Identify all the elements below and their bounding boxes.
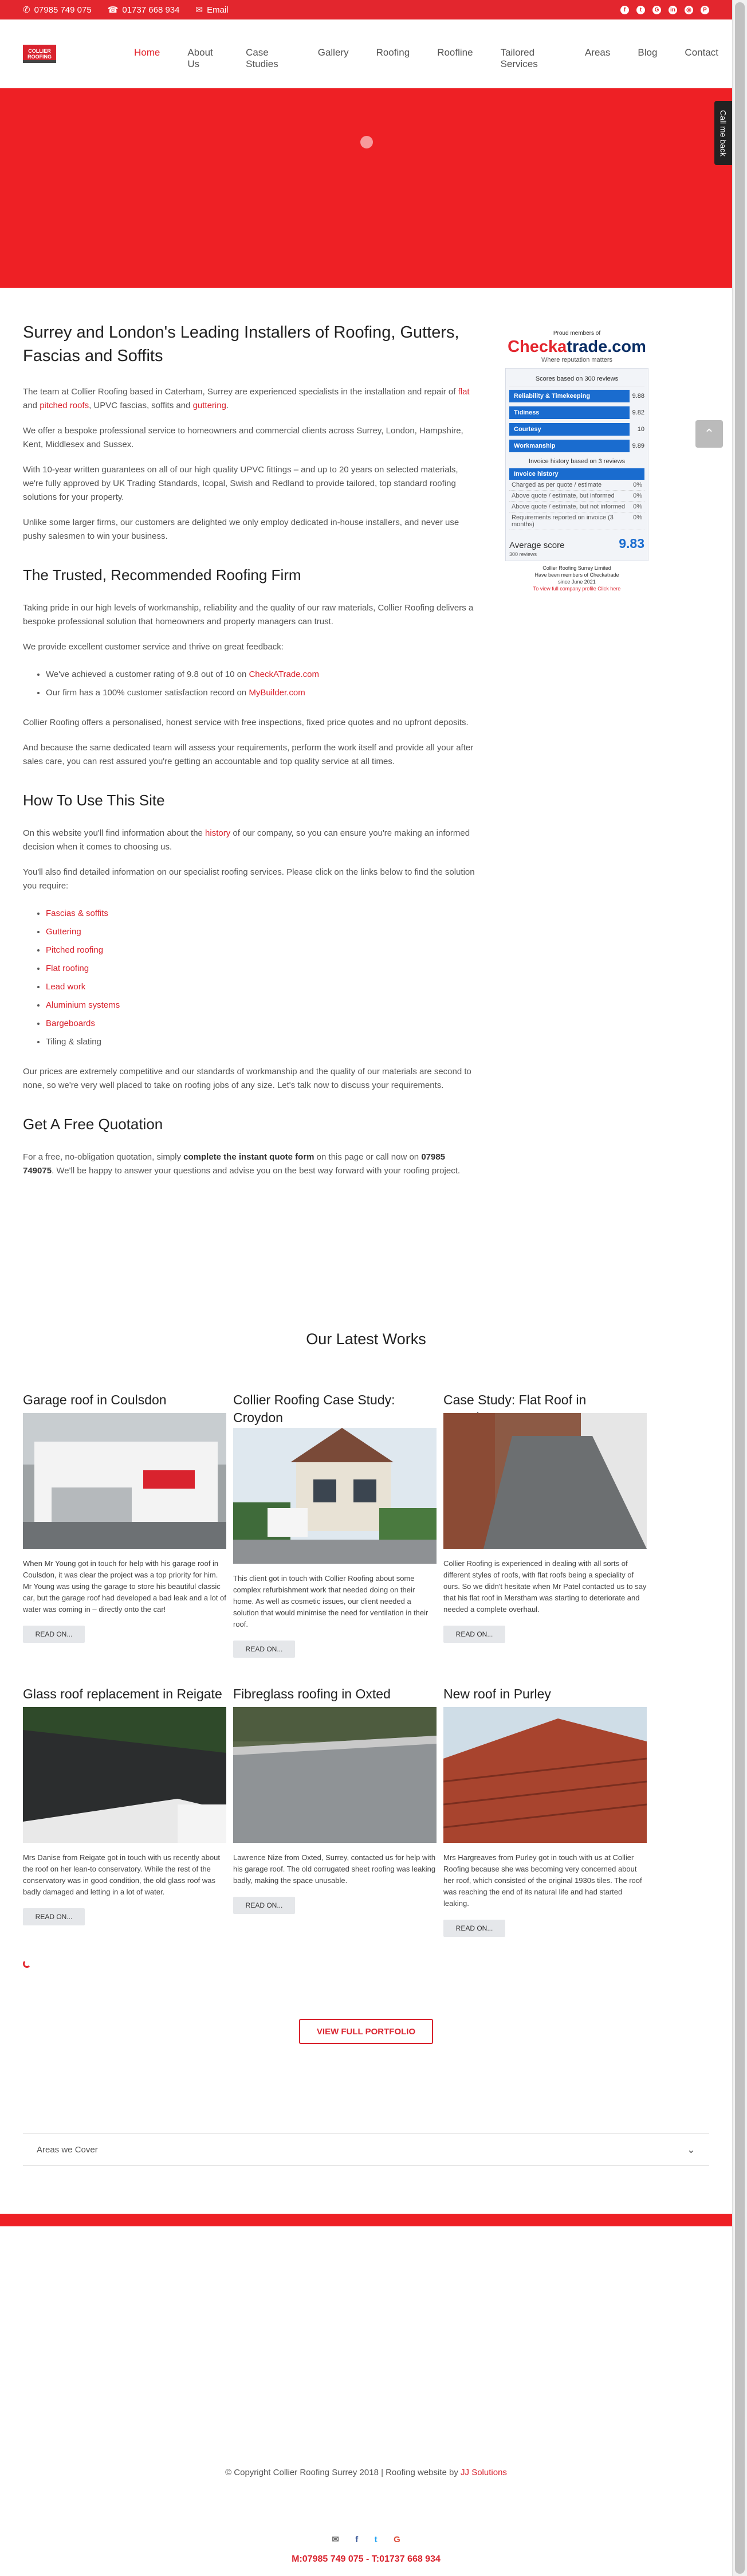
invoice-line: Above quote / estimate, but informed 0%: [509, 491, 644, 502]
twitter-icon[interactable]: t: [374, 2535, 378, 2544]
score-row: Workmanship 9.89: [509, 440, 644, 452]
work-image-merstham[interactable]: [443, 1413, 647, 1549]
footer-socials: [0, 2534, 732, 2545]
logo-line-2: ROOFING: [27, 54, 52, 60]
checkatrade-footer: Collier Roofing Surrey Limited Have been members of Checkatrade since June 2021 To view full company profile Click here: [533, 565, 621, 592]
work-image-purley[interactable]: [443, 1707, 647, 1843]
service-link[interactable]: Aluminium systems: [46, 1000, 120, 1010]
list-item: [46, 923, 475, 941]
list-item: [46, 996, 475, 1015]
glass-roof-photo: [23, 1707, 226, 1843]
mybuilder-link[interactable]: MyBuilder.com: [249, 688, 305, 698]
paragraph: You'll also find detailed information on our specialist roofing services. Please click on the links below to find the solution you require:: [23, 867, 475, 891]
service-link[interactable]: Flat roofing: [46, 964, 89, 973]
work-excerpt: Mrs Danise from Reigate got in touch with us recently about the roof on her lean-to conservatory. While the rest of the conservatory was in good condition, the old glass roof was badly damaged and letting in a lot of water.: [23, 1853, 220, 1896]
checkatrade-profile-link[interactable]: To view full company profile Click here: [533, 586, 621, 592]
landline-phone-number: 01737 668 934: [122, 5, 180, 15]
invoice-history-label: Invoice history based on 3 reviews: [528, 458, 626, 465]
email-label: Email: [207, 5, 229, 15]
works-heading: Our Latest Works: [306, 1330, 426, 1348]
work-excerpt: Collier Roofing is experienced in dealing with all sorts of different styles of roofs, with flat roofs being a speciality of ours. So we didn't hesitate when Mr Patel contacted us to say that his flat roof in Merstham was starting to deteriorate and needed a complete overhaul.: [443, 1559, 647, 1614]
paragraph: Unlike some larger firms, our customers are delighted we only employ dedicated in-house installers, and never use pushy salesmen to win your business.: [23, 518, 459, 541]
nav-areas[interactable]: Areas: [584, 47, 611, 58]
work-title[interactable]: Fibreglass roofing in Oxted: [233, 1686, 391, 1701]
work-excerpt: Lawrence Nize from Oxted, Surrey, contacted us for help with his garage roof. The old corrugated sheet roofing was leaking badly, making the space unusable.: [233, 1853, 436, 1885]
hero-slider: [0, 88, 732, 288]
areas-we-cover-accordion[interactable]: [23, 2133, 709, 2166]
paragraph: With 10-year written guarantees on all of our high quality UPVC fittings – and up to 20 years on selected materials, we're fully approved by UK Trading Standards, Icopal, Swish and Redland to provide tailored, top standard roofing solutions for your property.: [23, 465, 458, 502]
quote-paragraph: For a free, no-obligation quotation, simply complete the instant quote form on this page or call now on 07985 749075. We'll be happy to answer your questions and advise you on the best way forward with your roofing project.: [23, 1152, 461, 1176]
copyright: © Copyright Collier Roofing Surrey 2018 | Roofing website by JJ Solutions: [225, 2468, 507, 2477]
work-card: [233, 1391, 437, 1658]
landline-phone-link[interactable]: [108, 5, 180, 15]
flat-roofs-link[interactable]: flat: [458, 387, 470, 397]
main-nav: [120, 47, 732, 70]
envelope-icon: ✉: [195, 5, 203, 15]
twitter-icon[interactable]: t: [636, 6, 645, 14]
list-item: [46, 941, 475, 960]
scores-box: [505, 368, 648, 561]
work-image-reigate[interactable]: [23, 1707, 226, 1843]
facebook-icon[interactable]: f: [355, 2535, 359, 2544]
tiled-roof-photo: [443, 1707, 647, 1843]
list-item: • Tiling & slating: [46, 1033, 475, 1051]
slider-loading-dot: [360, 136, 373, 148]
review-count: 300 reviews: [509, 551, 537, 557]
nav-blog[interactable]: Blog: [638, 47, 658, 58]
checkatrade-tagline: Where reputation matters: [541, 357, 613, 363]
list-item: [46, 978, 475, 996]
list-item: • We've achieved a customer rating of 9.8 out of 10 on CheckATrade.com: [46, 665, 475, 684]
invoice-line: Above quote / estimate, but not informed 0%: [509, 502, 644, 512]
scores-based-on: Scores based on 300 reviews: [509, 372, 644, 386]
history-link[interactable]: history: [205, 828, 231, 838]
list-item: [46, 1015, 475, 1033]
service-link[interactable]: Guttering: [46, 927, 81, 937]
page-title: Surrey and London's Leading Installers of Roofing, Gutters, Fascias and Soffits: [23, 323, 459, 365]
work-image-oxted[interactable]: [233, 1707, 437, 1843]
paragraph: Collier Roofing offers a personalised, honest service with free inspections, fixed price quotes and no upfront deposits.: [23, 718, 469, 727]
google-icon[interactable]: G: [652, 6, 661, 14]
croydon-house-photo: [233, 1428, 437, 1564]
average-score: Average score 9.83: [509, 536, 644, 551]
paragraph: We provide excellent customer service and thrive on great feedback:: [23, 642, 284, 652]
paragraph: Our prices are extremely competitive and our standards of workmanship and the quality of our materials are second to none, so we're very well placed to take on roofing jobs of any size. Let's talk now to discuss your requirements.: [23, 1067, 471, 1090]
phone-icon: ✆: [23, 5, 30, 15]
work-title[interactable]: New roof in Purley: [443, 1686, 551, 1701]
work-image-croydon[interactable]: [233, 1428, 437, 1564]
read-on-button[interactable]: READ ON...: [233, 1641, 295, 1658]
paragraph: And because the same dedicated team will assess your requirements, perform the work itself and provide all your after sales care, you can rest assured you're getting an accountable and top quality service at all times.: [23, 743, 474, 766]
nav-roofing[interactable]: Roofing: [376, 47, 410, 58]
flat-roof-photo: [443, 1413, 647, 1549]
read-on-button[interactable]: READ ON...: [23, 1908, 85, 1925]
work-image-garage-coulsdon[interactable]: [23, 1413, 226, 1549]
paragraph: Taking pride in our high levels of workmanship, reliability and the quality of our raw materials, Collier Roofing delivers a bespoke professional solution that homeowners and property managers can trust.: [23, 603, 474, 627]
work-excerpt: Mrs Hargreaves from Purley got in touch with us at Collier Roofing because she was becoming very concerned about her roof, which consisted of the original 1930s tiles. The roof was reaching the end of its natural life and had started leaking.: [443, 1853, 642, 1908]
checkatrade-logo[interactable]: Checkatrade.com: [508, 338, 646, 356]
mobile-phone-link[interactable]: [23, 5, 92, 15]
list-item: • Our firm has a 100% customer satisfaction record on MyBuilder.com: [46, 684, 475, 702]
back-to-top-button[interactable]: [695, 420, 723, 448]
section-heading-how-to: How To Use This Site: [23, 792, 165, 809]
facebook-icon[interactable]: f: [620, 6, 629, 14]
loading-spinner: [23, 1960, 31, 1968]
work-title[interactable]: Glass roof replacement in Reigate: [23, 1686, 222, 1701]
page-scrollbar[interactable]: [732, 0, 747, 2576]
top-bar: [0, 0, 732, 19]
garage-roof-photo: [23, 1413, 226, 1549]
chevron-down-icon: ⌄: [686, 2143, 695, 2155]
logo-line-1: COLLIER: [28, 48, 51, 54]
nav-contact[interactable]: Contact: [685, 47, 719, 58]
google-icon[interactable]: G: [394, 2535, 400, 2544]
work-title[interactable]: Garage roof in Coulsdon: [23, 1392, 167, 1407]
chevron-up-icon: ⌃: [703, 426, 715, 441]
pitched-roofs-link[interactable]: pitched roofs: [40, 401, 89, 410]
instagram-icon[interactable]: ◎: [685, 6, 693, 14]
section-heading-quote: Get A Free Quotation: [23, 1115, 163, 1133]
work-card: [23, 1685, 226, 1925]
jj-solutions-link[interactable]: JJ Solutions: [461, 2468, 507, 2477]
work-card: [23, 1391, 226, 1643]
proud-members-label: Proud members of: [553, 330, 601, 336]
intro-paragraph: The team at Collier Roofing based in Caterham, Surrey are experienced specialists in the installation and repair of flat and pitched roofs, UPVC fascias, soffits and guttering.: [23, 387, 470, 410]
paragraph: On this website you'll find information about the history of our company, so you can ensure you're making an informed decision when it comes to choosing us.: [23, 828, 470, 852]
nav-gallery[interactable]: Gallery: [317, 47, 349, 58]
checkatrade-widget: [505, 330, 648, 628]
areas-label: Areas we Cover: [37, 2144, 98, 2155]
site-logo[interactable]: [23, 45, 56, 63]
list-item: [46, 905, 475, 923]
main-content: [23, 321, 475, 1189]
invoice-line: Charged as per quote / estimate 0%: [509, 480, 644, 491]
nav-roofline[interactable]: Roofline: [437, 47, 473, 58]
view-full-portfolio-button[interactable]: VIEW FULL PORTFOLIO: [299, 2019, 433, 2044]
email-link[interactable]: [195, 5, 228, 15]
service-link[interactable]: Lead work: [46, 982, 86, 992]
call-me-back-tab[interactable]: Call me back: [714, 101, 732, 165]
work-excerpt: When Mr Young got in touch for help with his garage roof in Coulsdon, it was clear the project was a top priority for him. Mr Young was using the garage to store his beautiful classic car, but the garage roof had developed a bad leak and a lot of water was coming in – directly onto the car!: [23, 1559, 226, 1614]
score-row: Courtesy 10: [509, 423, 644, 436]
scrollbar-thumb[interactable]: [735, 2, 745, 2574]
invoice-line: Requirements reported on invoice (3 months) 0%: [509, 512, 644, 530]
work-card: [443, 1685, 647, 1937]
work-title[interactable]: Collier Roofing Case Study: Croydon: [233, 1392, 395, 1425]
checkatrade-link[interactable]: CheckATrade.com: [249, 670, 320, 679]
feedback-list: [46, 665, 475, 702]
pinterest-icon[interactable]: P: [701, 6, 709, 14]
work-excerpt: This client got in touch with Collier Roofing about some complex refurbishment work that needed doing on their home. As well as cosmetic issues, our client needed a solution that would minimise the need for ventilation in their roof.: [233, 1574, 428, 1628]
envelope-icon[interactable]: ✉: [332, 2535, 339, 2544]
guttering-link[interactable]: guttering: [192, 401, 226, 410]
nav-about-us[interactable]: About Us: [187, 47, 213, 69]
services-list: [46, 905, 475, 1051]
score-row: Tidiness 9.82: [509, 406, 644, 419]
work-title[interactable]: Case Study: Flat Roof in: [443, 1392, 587, 1407]
nav-home[interactable]: Home: [134, 47, 160, 58]
nav-tailored-services[interactable]: Tailored Services: [500, 47, 538, 69]
nav-case-studies[interactable]: Case Studies: [246, 47, 278, 69]
invoice-history-header: Invoice history: [509, 468, 644, 480]
paragraph: We offer a bespoke professional service to homeowners and commercial clients across Surrey, London, Hampshire, Kent, Middlesex and Sussex.: [23, 426, 463, 449]
mobile-phone-number: 07985 749 075: [34, 5, 92, 15]
section-heading-trusted: The Trusted, Recommended Roofing Firm: [23, 566, 301, 584]
linkedin-icon[interactable]: in: [669, 6, 677, 14]
service-link[interactable]: Bargeboards: [46, 1019, 95, 1028]
phone-icon: ☎: [107, 5, 119, 15]
service-link[interactable]: Pitched roofing: [46, 945, 104, 955]
fibreglass-roof-photo: [233, 1707, 437, 1843]
read-on-button[interactable]: READ ON...: [443, 1626, 505, 1643]
service-link[interactable]: Fascias & soffits: [46, 909, 108, 918]
work-card: [233, 1685, 437, 1914]
site-header: [0, 19, 732, 88]
footer-red-band: [0, 2214, 732, 2226]
read-on-button[interactable]: READ ON...: [443, 1920, 505, 1937]
list-item: [46, 960, 475, 978]
score-row: Reliability & Timekeeping 9.88: [509, 390, 644, 402]
work-card: [443, 1391, 647, 1643]
footer-contact[interactable]: M:07985 749 075 - T:01737 668 934: [292, 2554, 441, 2564]
read-on-button[interactable]: READ ON...: [23, 1626, 85, 1643]
read-on-button[interactable]: READ ON...: [233, 1897, 295, 1914]
